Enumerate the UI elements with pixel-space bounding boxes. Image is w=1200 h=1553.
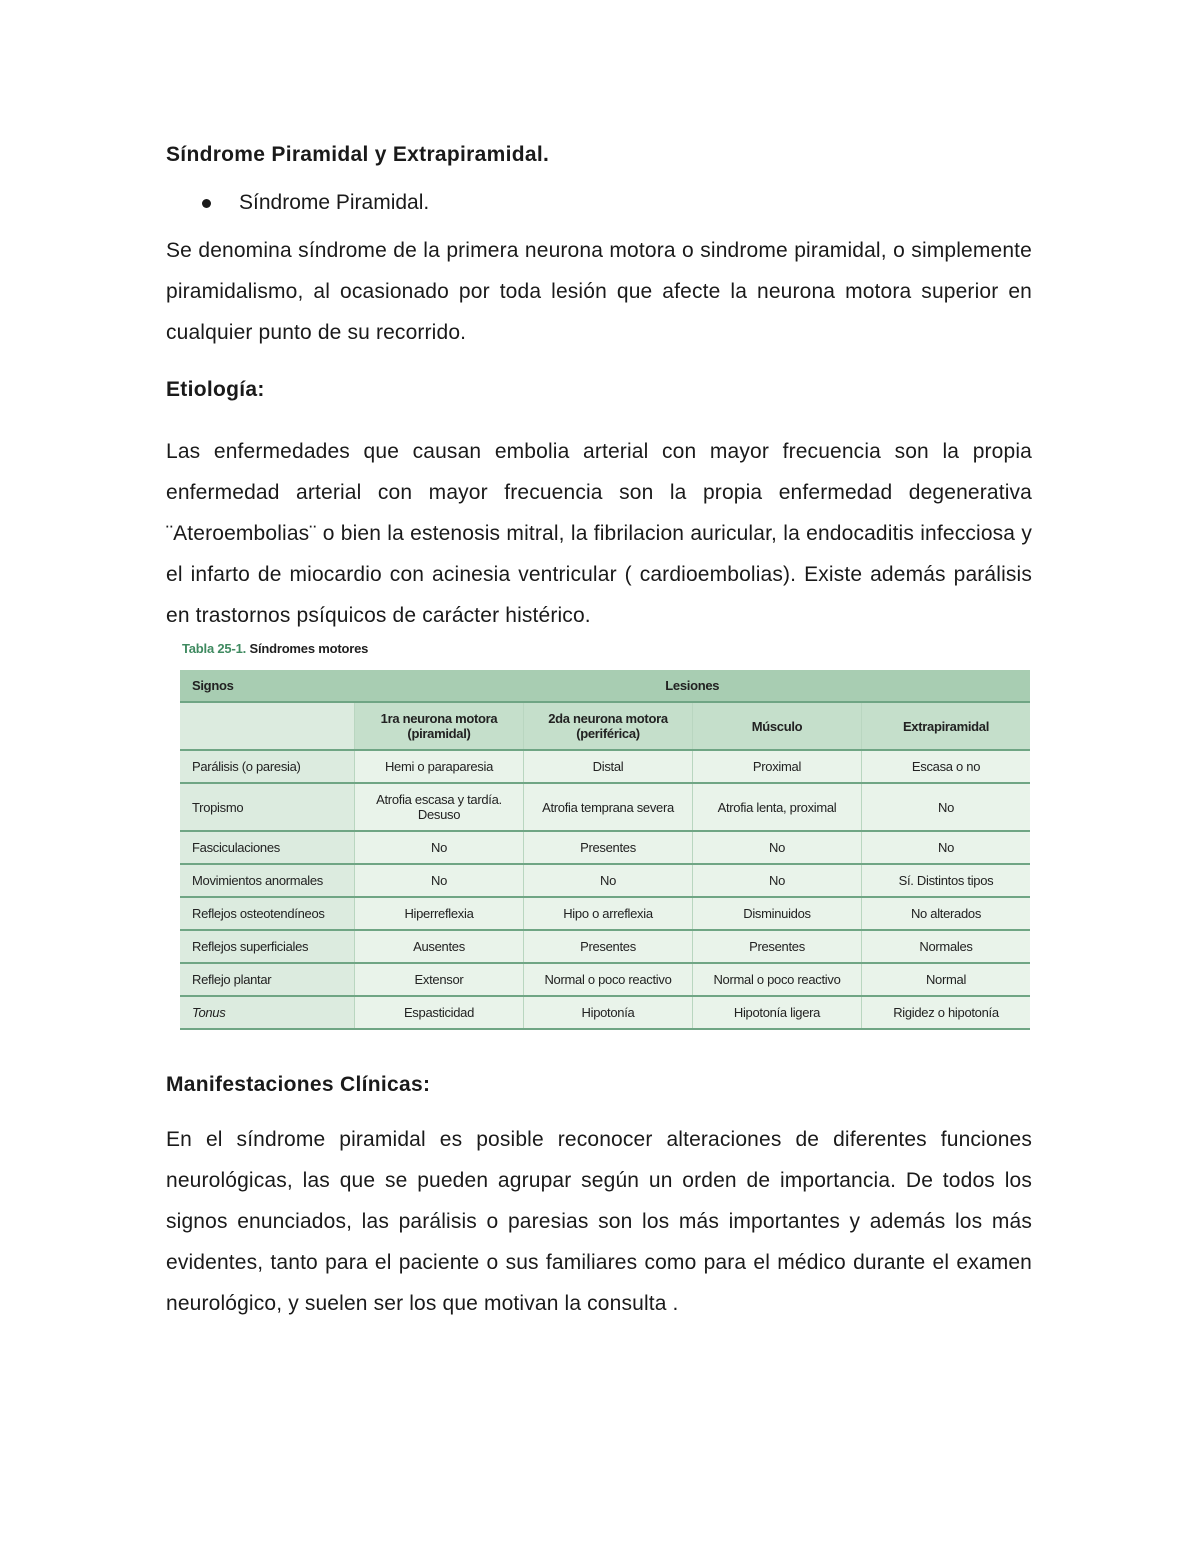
table-header-row <box>180 670 1030 702</box>
row-cell: Disminuidos <box>693 897 862 930</box>
document-body <box>166 136 1032 636</box>
table-row <box>180 963 1030 996</box>
row-cell: Sí. Distintos tipos <box>862 864 1031 897</box>
table-row <box>180 864 1030 897</box>
table-title: Síndromes motores <box>249 641 369 656</box>
subheader-line1: 1ra neurona motora <box>380 711 498 726</box>
row-cell: Distal <box>524 750 693 783</box>
row-cell: No <box>524 864 693 897</box>
row-cell: Atrofia lenta, proximal <box>693 783 862 831</box>
header-lesiones: Lesiones <box>355 670 1031 702</box>
row-cell: No <box>862 783 1031 831</box>
row-cell: Escasa o no <box>862 750 1031 783</box>
row-sign: Reflejos osteotendíneos <box>180 897 355 930</box>
table-row <box>180 930 1030 963</box>
row-sign: Reflejo plantar <box>180 963 355 996</box>
row-cell: Ausentes <box>355 930 524 963</box>
row-cell: No <box>355 831 524 864</box>
row-cell: Rigidez o hipotonía <box>862 996 1031 1029</box>
subheader-line1: Extrapiramidal <box>902 718 990 734</box>
row-cell: Hiperreflexia <box>355 897 524 930</box>
subheader-col <box>524 702 693 750</box>
subheader-col <box>693 702 862 750</box>
table-row <box>180 996 1030 1029</box>
row-cell: Presentes <box>524 930 693 963</box>
document-title: Síndrome Piramidal y Extrapiramidal. <box>166 143 550 166</box>
row-cell: Normal <box>862 963 1031 996</box>
row-cell: Espasticidad <box>355 996 524 1029</box>
row-cell: Hipotonía <box>524 996 693 1029</box>
row-cell: No alterados <box>862 897 1031 930</box>
etiology-paragraph: Las enfermedades que causan embolia arterial con mayor frecuencia son la propia enfermedad arterial con mayor frecuencia son la propia enfermedad degenerativa ¨Ateroembolias¨ o bien la estenosis mitral, la fibrilacion auricular, la endocaditis infecciosa y el infarto de miocardio con acinesia ventricular ( cardioembolias). Existe además parálisis en trastornos psíquicos de carácter histérico. <box>166 440 1032 627</box>
row-sign: Movimientos anormales <box>180 864 355 897</box>
table-row <box>180 750 1030 783</box>
row-cell: No <box>693 864 862 897</box>
bullet-dot-icon <box>202 199 211 208</box>
row-cell: Normal o poco reactivo <box>693 963 862 996</box>
row-cell: Presentes <box>693 930 862 963</box>
intro-paragraph: Se denomina síndrome de la primera neurona motora o sindrome piramidal, o simplemente piramidalismo, al ocasionado por toda lesión que afecte la neurona motora superior en cualquier punto de su recorrido. <box>166 239 1032 344</box>
row-cell: Hipotonía ligera <box>693 996 862 1029</box>
subheader-line1: 2da neurona motora <box>548 711 668 726</box>
manifestations-paragraph: En el síndrome piramidal es posible reconocer alteraciones de diferentes funciones neurológicas, las que se pueden agrupar según un orden de importancia. De todos los signos enunciados, las parálisis o paresias son los más importantes y además los más evidentes, tanto para el paciente o sus familiares como para el médico durante el examen neurológico, y suelen ser los que motivan la consulta . <box>166 1128 1032 1315</box>
row-cell: Normal o poco reactivo <box>524 963 693 996</box>
subheader-col <box>355 702 524 750</box>
row-sign: Tropismo <box>180 783 355 831</box>
header-signos: Signos <box>180 670 355 702</box>
row-sign: Reflejos superficiales <box>180 930 355 963</box>
row-cell: Presentes <box>524 831 693 864</box>
row-cell: Atrofia temprana severa <box>524 783 693 831</box>
row-sign: Tonus <box>180 996 355 1029</box>
subheader-line1: Músculo <box>751 718 803 734</box>
subheader-col <box>862 702 1031 750</box>
row-cell: No <box>355 864 524 897</box>
row-cell: No <box>693 831 862 864</box>
row-cell: Normales <box>862 930 1031 963</box>
row-cell: Extensor <box>355 963 524 996</box>
row-cell: Hemi o paraparesia <box>355 750 524 783</box>
table-row <box>180 831 1030 864</box>
row-cell: Hipo o arreflexia <box>524 897 693 930</box>
bullet-item <box>166 189 1032 217</box>
table-row <box>180 783 1030 831</box>
subheader-empty <box>180 702 355 750</box>
row-cell: No <box>862 831 1031 864</box>
row-cell: Proximal <box>693 750 862 783</box>
subheader-line2: (periférica) <box>576 726 640 741</box>
motor-syndromes-table <box>180 670 1030 1030</box>
row-sign: Fasciculaciones <box>180 831 355 864</box>
table-subheader-row <box>180 702 1030 750</box>
bullet-text: Síndrome Piramidal. <box>239 191 430 214</box>
subheader-line2: (piramidal) <box>407 726 471 741</box>
table-label: Tabla 25-1. <box>182 641 247 656</box>
motor-syndromes-table-figure <box>180 638 1032 1030</box>
row-cell: Atrofia escasa y tardía. Desuso <box>355 783 524 831</box>
table-caption <box>182 638 1032 660</box>
table-row <box>180 897 1030 930</box>
etiology-heading: Etiología: <box>166 378 265 401</box>
manifestations-heading: Manifestaciones Clínicas: <box>166 1073 431 1096</box>
row-sign: Parálisis (o paresia) <box>180 750 355 783</box>
